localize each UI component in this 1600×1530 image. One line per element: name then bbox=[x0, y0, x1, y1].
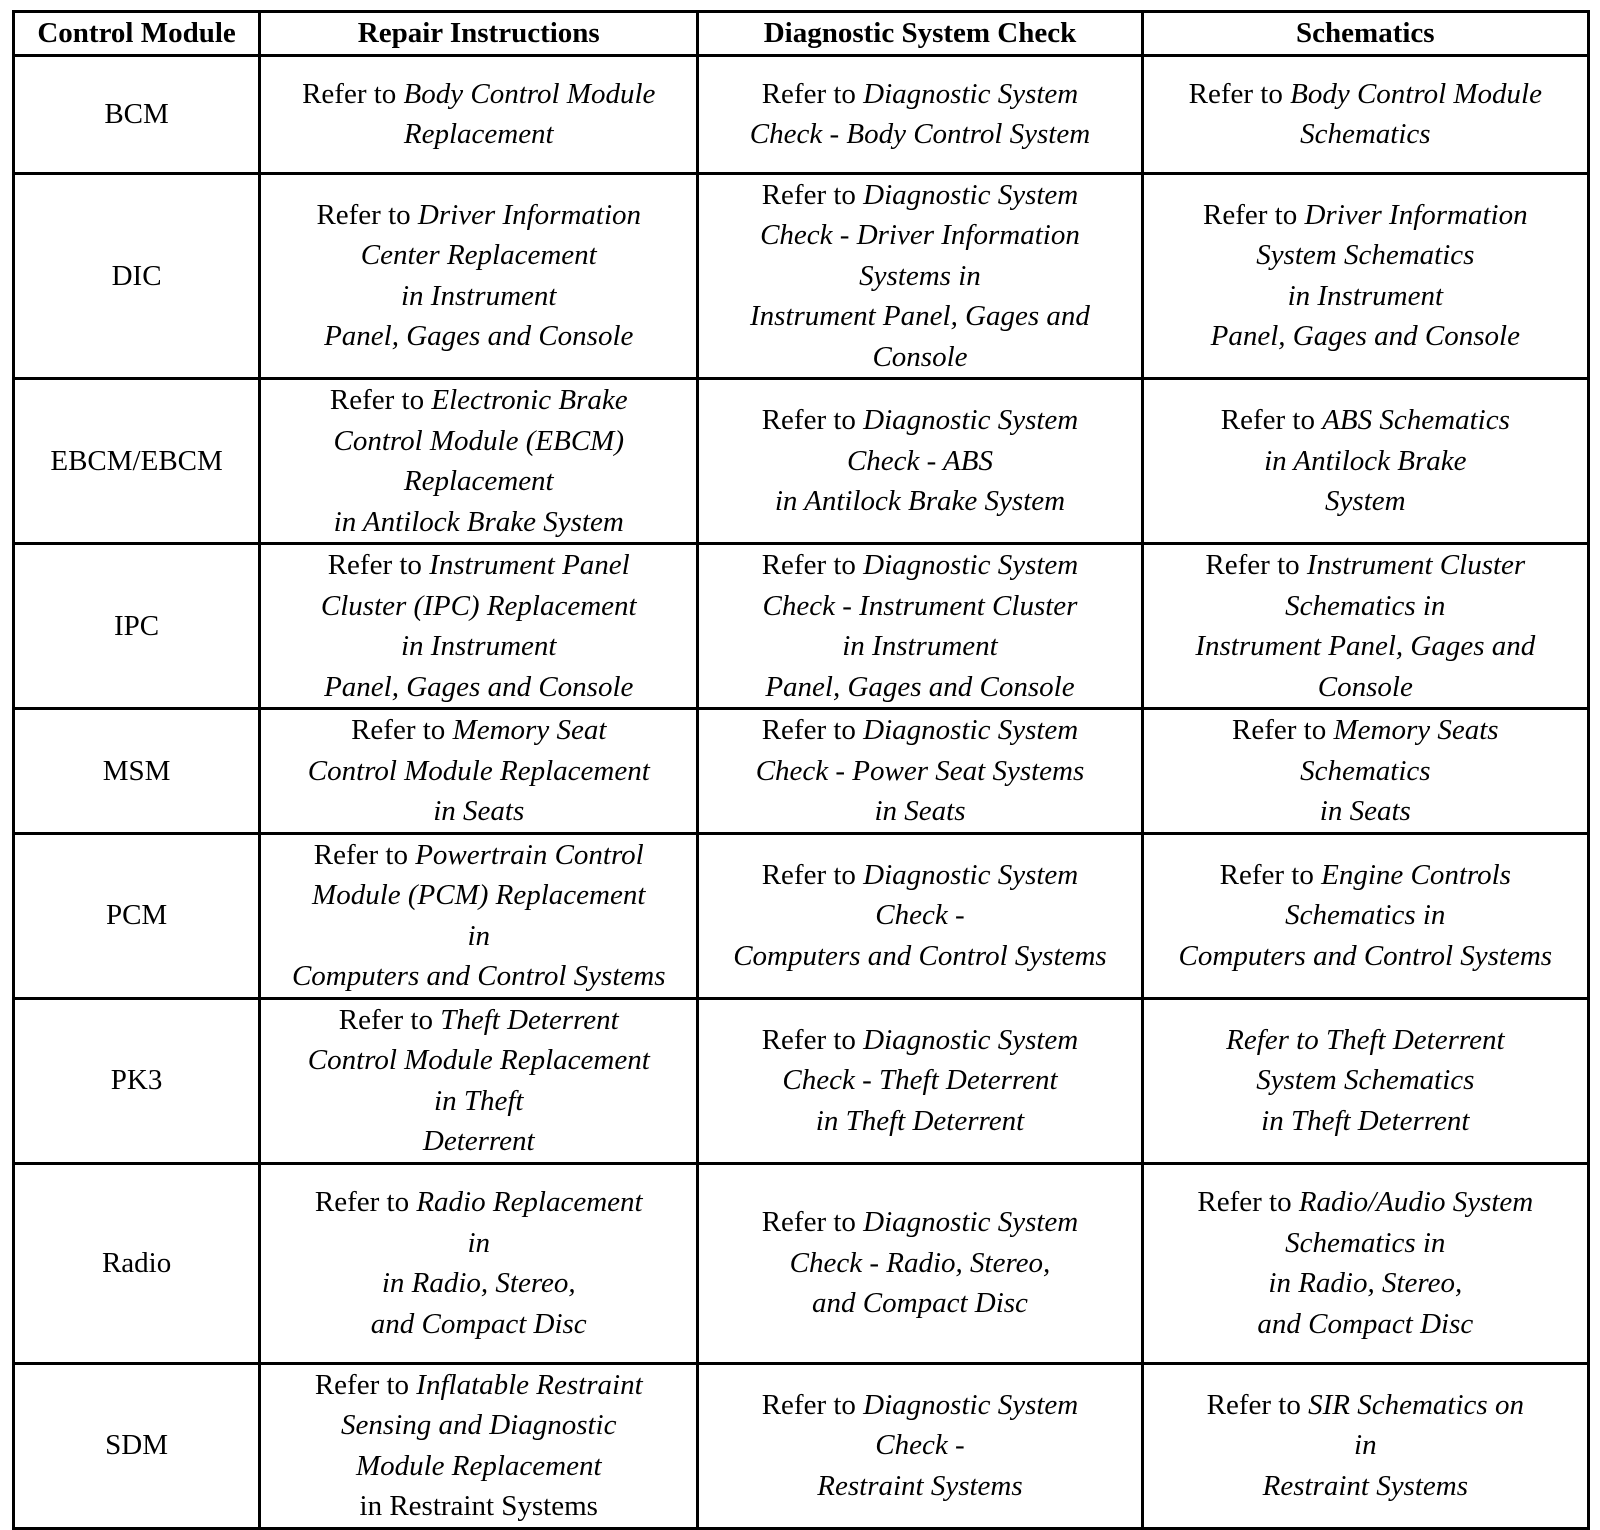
reference-title-text: Check - bbox=[875, 1429, 965, 1462]
diagnostic-check-cell bbox=[698, 709, 1142, 834]
cell-text-line bbox=[1150, 1223, 1581, 1264]
cell-text-line bbox=[1150, 791, 1581, 832]
table-row bbox=[14, 833, 1589, 998]
cell-text-line bbox=[705, 1060, 1134, 1101]
cell-text-line bbox=[705, 175, 1134, 216]
cell-text-line bbox=[267, 316, 690, 357]
cell-text-line bbox=[267, 1405, 690, 1446]
cell-text-line bbox=[267, 1446, 690, 1487]
cell-text-line bbox=[705, 895, 1134, 936]
cell-text-line bbox=[1150, 1263, 1581, 1304]
reference-text: Refer to bbox=[1197, 1186, 1299, 1218]
cell-text-line bbox=[267, 1223, 690, 1264]
reference-text: Refer to bbox=[1206, 1388, 1309, 1421]
reference-title-text: in Theft Deterrent bbox=[815, 1104, 1025, 1137]
reference-title-text: in Antilock Brake System bbox=[774, 485, 1066, 518]
reference-title-text: Diagnostic System bbox=[863, 858, 1079, 891]
reference-text: Refer to bbox=[1232, 714, 1334, 746]
cell-text-line bbox=[267, 667, 690, 708]
schematics-cell bbox=[1142, 833, 1588, 998]
table-row bbox=[14, 1363, 1589, 1528]
reference-text: Refer to bbox=[1219, 858, 1322, 891]
cell-text-line bbox=[705, 1385, 1134, 1426]
cell-text-line bbox=[705, 1283, 1134, 1324]
reference-title-text: Console bbox=[1317, 670, 1413, 703]
cell-text-line bbox=[705, 296, 1134, 337]
reference-text: Refer to bbox=[761, 404, 864, 437]
reference-title-text: in Instrument bbox=[842, 630, 998, 662]
table-row bbox=[14, 998, 1589, 1163]
cell-text-line bbox=[267, 114, 690, 155]
cell-text-line bbox=[705, 545, 1134, 586]
cell-text-line bbox=[1150, 276, 1581, 317]
reference-text: Refer to bbox=[327, 549, 430, 581]
cell-text-line bbox=[267, 235, 690, 276]
table-row bbox=[14, 55, 1589, 173]
reference-title-text: Memory Seats bbox=[1333, 714, 1499, 746]
reference-title-text: Check - Instrument Cluster bbox=[762, 589, 1078, 622]
reference-title-text: Check - Power Seat Systems bbox=[755, 754, 1085, 787]
reference-title-text: Panel, Gages and Console bbox=[324, 320, 634, 353]
repair-instructions-cell bbox=[260, 173, 698, 379]
diagnostic-check-cell bbox=[698, 544, 1142, 709]
reference-title-text: Radio Replacement bbox=[416, 1186, 643, 1218]
reference-title-text: Cluster (IPC) Replacement bbox=[320, 589, 637, 622]
reference-title-text: Computers and Control Systems bbox=[1178, 939, 1553, 972]
reference-title-text: Electronic Brake bbox=[431, 384, 628, 416]
cell-text-line bbox=[267, 1263, 690, 1304]
reference-title-text: in bbox=[467, 919, 491, 952]
cell-text-line bbox=[267, 875, 690, 916]
diagnostic-check-cell bbox=[698, 833, 1142, 998]
reference-title-text: Diagnostic System bbox=[863, 404, 1079, 437]
cell-text-line bbox=[267, 710, 690, 751]
reference-title-text: System Schematics bbox=[1256, 1064, 1475, 1097]
cell-text-line bbox=[1150, 1425, 1581, 1466]
reference-title-text: Sensing and Diagnostic bbox=[340, 1409, 617, 1441]
cell-text-line bbox=[267, 276, 690, 317]
reference-title-text: Schematics bbox=[1300, 118, 1431, 150]
reference-title-text: Schematics in bbox=[1285, 589, 1446, 622]
cell-text-line bbox=[267, 835, 690, 876]
reference-title-text: Control Module Replacement bbox=[307, 1044, 650, 1076]
reference-text: Refer to bbox=[761, 77, 864, 110]
reference-text: Refer to bbox=[302, 77, 404, 110]
reference-title-text: Panel, Gages and Console bbox=[765, 670, 1075, 703]
schematics-cell bbox=[1142, 544, 1588, 709]
reference-title-text: Computers and Control Systems bbox=[733, 939, 1107, 972]
cell-text-line bbox=[267, 1121, 690, 1162]
reference-text: Refer to bbox=[761, 178, 864, 211]
repair-instructions-cell bbox=[260, 379, 698, 544]
diagnostic-check-cell bbox=[698, 1163, 1142, 1363]
cell-text-line bbox=[1150, 1060, 1581, 1101]
reference-text: Refer to bbox=[761, 858, 864, 891]
table-row bbox=[14, 709, 1589, 834]
cell-text-line bbox=[1150, 441, 1581, 482]
reference-title-text: in Radio, Stereo, bbox=[1268, 1267, 1463, 1299]
cell-text-line bbox=[705, 337, 1134, 378]
cell-text-line bbox=[1150, 545, 1581, 586]
cell-text-line bbox=[1150, 626, 1581, 667]
reference-title-text: Check - Theft Deterrent bbox=[782, 1064, 1058, 1097]
schematics-cell bbox=[1142, 55, 1588, 173]
schematics-cell bbox=[1142, 1163, 1588, 1363]
table-row bbox=[14, 1163, 1589, 1363]
reference-text: Refer to bbox=[313, 838, 416, 871]
diagnostic-check-cell bbox=[698, 998, 1142, 1163]
cell-text-line bbox=[1150, 114, 1581, 155]
reference-title-text: Theft Deterrent bbox=[440, 1003, 619, 1036]
control-module-cell: Radio bbox=[14, 1163, 260, 1363]
diagnostic-check-cell bbox=[698, 55, 1142, 173]
reference-title-text: in Antilock Brake System bbox=[333, 505, 624, 538]
control-module-table bbox=[12, 10, 1590, 1530]
cell-text-line bbox=[267, 380, 690, 421]
cell-text-line bbox=[705, 114, 1134, 155]
cell-text-line bbox=[1150, 667, 1581, 708]
table-header-row bbox=[14, 12, 1589, 56]
cell-text-line bbox=[267, 1304, 690, 1345]
reference-text: Refer to bbox=[1205, 549, 1307, 581]
reference-title-text: Schematics in bbox=[1285, 899, 1446, 932]
cell-text-line bbox=[1150, 1466, 1581, 1507]
cell-text-line bbox=[267, 1182, 690, 1223]
reference-title-text: Refer to Theft Deterrent bbox=[1226, 1023, 1505, 1056]
reference-text: Refer to bbox=[761, 1388, 864, 1421]
reference-title-text: Body Control Module bbox=[403, 77, 656, 110]
control-module-cell: PK3 bbox=[14, 998, 260, 1163]
reference-title-text: Schematics in bbox=[1285, 1226, 1446, 1259]
reference-title-text: and Compact Disc bbox=[1257, 1307, 1474, 1340]
reference-title-text: Check - Body Control System bbox=[749, 118, 1091, 150]
cell-text-line bbox=[705, 710, 1134, 751]
reference-text: Refer to bbox=[316, 198, 418, 231]
cell-text-line bbox=[1150, 855, 1581, 896]
cell-text-line bbox=[705, 1202, 1134, 1243]
cell-text-line bbox=[1150, 74, 1581, 115]
reference-title-text: Engine Controls bbox=[1321, 858, 1511, 891]
reference-text: Refer to bbox=[1220, 404, 1323, 437]
reference-title-text: Body Control Module bbox=[1290, 77, 1542, 110]
table-body bbox=[14, 55, 1589, 1528]
cell-text-line bbox=[705, 1243, 1134, 1284]
reference-title-text: in bbox=[1354, 1429, 1377, 1462]
cell-text-line bbox=[267, 956, 690, 997]
reference-title-text: Module Replacement bbox=[355, 1449, 602, 1482]
cell-text-line bbox=[1150, 481, 1581, 522]
diagnostic-check-cell bbox=[698, 379, 1142, 544]
cell-text-line bbox=[267, 791, 690, 832]
cell-text-line bbox=[705, 481, 1134, 522]
cell-text-line bbox=[705, 855, 1134, 896]
reference-title-text: Panel, Gages and Console bbox=[324, 670, 634, 703]
cell-text-line bbox=[705, 751, 1134, 792]
reference-title-text: in Radio, Stereo, bbox=[381, 1267, 576, 1299]
reference-title-text: in bbox=[467, 1226, 491, 1259]
cell-text-line bbox=[1150, 195, 1581, 236]
reference-title-text: Diagnostic System bbox=[863, 1206, 1079, 1239]
reference-text: Refer to bbox=[1203, 198, 1305, 231]
reference-title-text: Diagnostic System bbox=[863, 1388, 1079, 1421]
table-row bbox=[14, 379, 1589, 544]
header-diagnostic-system-check: Diagnostic System Check bbox=[698, 12, 1142, 56]
cell-text-line bbox=[267, 1365, 690, 1406]
cell-text-line bbox=[1150, 1385, 1581, 1426]
reference-title-text: in Seats bbox=[874, 795, 966, 827]
reference-title-text: Systems in bbox=[859, 259, 981, 292]
cell-text-line bbox=[1150, 1182, 1581, 1223]
repair-instructions-cell bbox=[260, 1363, 698, 1528]
reference-title-text: Diagnostic System bbox=[863, 714, 1079, 746]
reference-title-text: Diagnostic System bbox=[863, 77, 1079, 110]
cell-text-line bbox=[267, 502, 690, 543]
schematics-cell bbox=[1142, 379, 1588, 544]
reference-title-text: ABS Schematics bbox=[1322, 404, 1510, 437]
reference-title-text: Deterrent bbox=[422, 1125, 535, 1157]
cell-text-line bbox=[267, 751, 690, 792]
header-schematics: Schematics bbox=[1142, 12, 1588, 56]
diagnostic-check-cell bbox=[698, 173, 1142, 379]
cell-text-line bbox=[705, 936, 1134, 977]
repair-instructions-cell bbox=[260, 709, 698, 834]
cell-text-line bbox=[1150, 895, 1581, 936]
reference-title-text: System Schematics bbox=[1256, 239, 1475, 272]
schematics-cell bbox=[1142, 173, 1588, 379]
reference-title-text: Restraint Systems bbox=[817, 1469, 1023, 1502]
reference-title-text: in Theft Deterrent bbox=[1261, 1104, 1470, 1137]
reference-title-text: in Instrument bbox=[401, 279, 557, 312]
cell-text-line bbox=[705, 1466, 1134, 1507]
cell-text-line bbox=[267, 545, 690, 586]
schematics-cell bbox=[1142, 709, 1588, 834]
reference-title-text: Check - bbox=[875, 899, 965, 932]
table-row bbox=[14, 544, 1589, 709]
cell-text-line bbox=[267, 1486, 690, 1527]
reference-title-text: Module (PCM) Replacement bbox=[312, 879, 646, 911]
cell-text-line bbox=[705, 791, 1134, 832]
reference-title-text: Panel, Gages and Console bbox=[1210, 320, 1520, 353]
cell-text-line bbox=[267, 626, 690, 667]
cell-text-line bbox=[705, 1101, 1134, 1142]
reference-text: Refer to bbox=[761, 1206, 864, 1239]
reference-title-text: in Instrument bbox=[1287, 279, 1444, 312]
reference-title-text: Restraint Systems bbox=[1262, 1469, 1469, 1502]
control-module-cell: IPC bbox=[14, 544, 260, 709]
reference-title-text: Check - Radio, Stereo, bbox=[789, 1246, 1051, 1279]
reference-title-text: Powertrain Control bbox=[415, 838, 644, 871]
reference-title-text: and Compact Disc bbox=[370, 1307, 587, 1340]
repair-instructions-cell bbox=[260, 833, 698, 998]
cell-text-line bbox=[267, 195, 690, 236]
cell-text-line bbox=[705, 626, 1134, 667]
cell-text-line bbox=[705, 441, 1134, 482]
reference-text: Refer to bbox=[351, 714, 453, 746]
reference-title-text: Memory Seat bbox=[452, 714, 607, 746]
control-module-cell: PCM bbox=[14, 833, 260, 998]
reference-title-text: Driver Information bbox=[417, 198, 642, 231]
reference-title-text: Control Module Replacement bbox=[307, 754, 650, 787]
reference-title-text: Instrument Panel, Gages and bbox=[1195, 630, 1536, 662]
reference-text: in Restraint Systems bbox=[359, 1490, 598, 1522]
reference-title-text: in Seats bbox=[1319, 795, 1411, 827]
reference-title-text: Diagnostic System bbox=[863, 178, 1079, 211]
cell-text-line bbox=[267, 74, 690, 115]
cell-text-line bbox=[705, 1020, 1134, 1061]
schematics-cell bbox=[1142, 1363, 1588, 1528]
reference-title-text: in Instrument bbox=[401, 630, 557, 662]
reference-title-text: Console bbox=[872, 340, 968, 373]
cell-text-line bbox=[1150, 751, 1581, 792]
control-module-cell: DIC bbox=[14, 173, 260, 379]
reference-title-text: Check - ABS bbox=[846, 444, 993, 477]
reference-title-text: Driver Information bbox=[1304, 198, 1528, 231]
control-module-cell: BCM bbox=[14, 55, 260, 173]
reference-title-text: Replacement bbox=[403, 465, 554, 497]
reference-title-text: Center Replacement bbox=[360, 239, 597, 272]
reference-title-text: in Theft bbox=[434, 1084, 524, 1117]
cell-text-line bbox=[267, 916, 690, 957]
reference-title-text: Replacement bbox=[403, 118, 554, 150]
cell-text-line bbox=[705, 586, 1134, 627]
repair-instructions-cell bbox=[260, 544, 698, 709]
cell-text-line bbox=[267, 421, 690, 462]
reference-title-text: Computers and Control Systems bbox=[291, 960, 666, 992]
reference-text: Refer to bbox=[761, 1023, 864, 1056]
control-module-cell: EBCM/EBCM bbox=[14, 379, 260, 544]
reference-text: Refer to bbox=[761, 549, 864, 581]
reference-title-text: Instrument Panel bbox=[429, 549, 630, 581]
reference-text: Refer to bbox=[314, 1186, 417, 1218]
cell-text-line bbox=[1150, 586, 1581, 627]
reference-title-text: SIR Schematics on bbox=[1308, 1388, 1524, 1421]
diagnostic-check-cell bbox=[698, 1363, 1142, 1528]
cell-text-line bbox=[705, 256, 1134, 297]
header-control-module: Control Module bbox=[14, 12, 260, 56]
table-row bbox=[14, 173, 1589, 379]
cell-text-line bbox=[1150, 1020, 1581, 1061]
cell-text-line bbox=[705, 667, 1134, 708]
cell-text-line bbox=[1150, 1101, 1581, 1142]
cell-text-line bbox=[267, 461, 690, 502]
cell-text-line bbox=[705, 215, 1134, 256]
reference-title-text: in Seats bbox=[433, 795, 525, 827]
reference-title-text: System bbox=[1325, 485, 1406, 518]
cell-text-line bbox=[267, 1040, 690, 1081]
reference-title-text: Diagnostic System bbox=[863, 549, 1079, 581]
cell-text-line bbox=[1150, 316, 1581, 357]
reference-title-text: Schematics bbox=[1300, 754, 1431, 787]
reference-title-text: Instrument Cluster bbox=[1306, 549, 1526, 581]
reference-text: Refer to bbox=[329, 384, 432, 416]
reference-title-text: Diagnostic System bbox=[863, 1023, 1079, 1056]
reference-title-text: Check - Driver Information bbox=[760, 219, 1080, 251]
cell-text-line bbox=[705, 74, 1134, 115]
cell-text-line bbox=[267, 1000, 690, 1041]
repair-instructions-cell bbox=[260, 55, 698, 173]
cell-text-line bbox=[705, 1425, 1134, 1466]
cell-text-line bbox=[1150, 400, 1581, 441]
repair-instructions-cell bbox=[260, 998, 698, 1163]
cell-text-line bbox=[1150, 936, 1581, 977]
reference-text: Refer to bbox=[338, 1003, 441, 1036]
reference-text: Refer to bbox=[1188, 77, 1291, 110]
cell-text-line bbox=[1150, 1304, 1581, 1345]
cell-text-line bbox=[1150, 710, 1581, 751]
header-repair-instructions: Repair Instructions bbox=[260, 12, 698, 56]
control-module-cell: MSM bbox=[14, 709, 260, 834]
cell-text-line bbox=[705, 400, 1134, 441]
reference-title-text: Radio/Audio System bbox=[1298, 1186, 1534, 1218]
reference-title-text: Instrument Panel, Gages and bbox=[750, 300, 1090, 332]
schematics-cell bbox=[1142, 998, 1588, 1163]
reference-text: Refer to bbox=[314, 1368, 417, 1401]
reference-title-text: Control Module (EBCM) bbox=[333, 424, 624, 457]
cell-text-line bbox=[267, 1081, 690, 1122]
control-module-cell: SDM bbox=[14, 1363, 260, 1528]
repair-instructions-cell bbox=[260, 1163, 698, 1363]
reference-title-text: and Compact Disc bbox=[812, 1287, 1028, 1320]
reference-title-text: in Antilock Brake bbox=[1264, 444, 1467, 477]
reference-text: Refer to bbox=[761, 714, 864, 746]
reference-title-text: Inflatable Restraint bbox=[416, 1368, 643, 1401]
cell-text-line bbox=[267, 586, 690, 627]
cell-text-line bbox=[1150, 235, 1581, 276]
